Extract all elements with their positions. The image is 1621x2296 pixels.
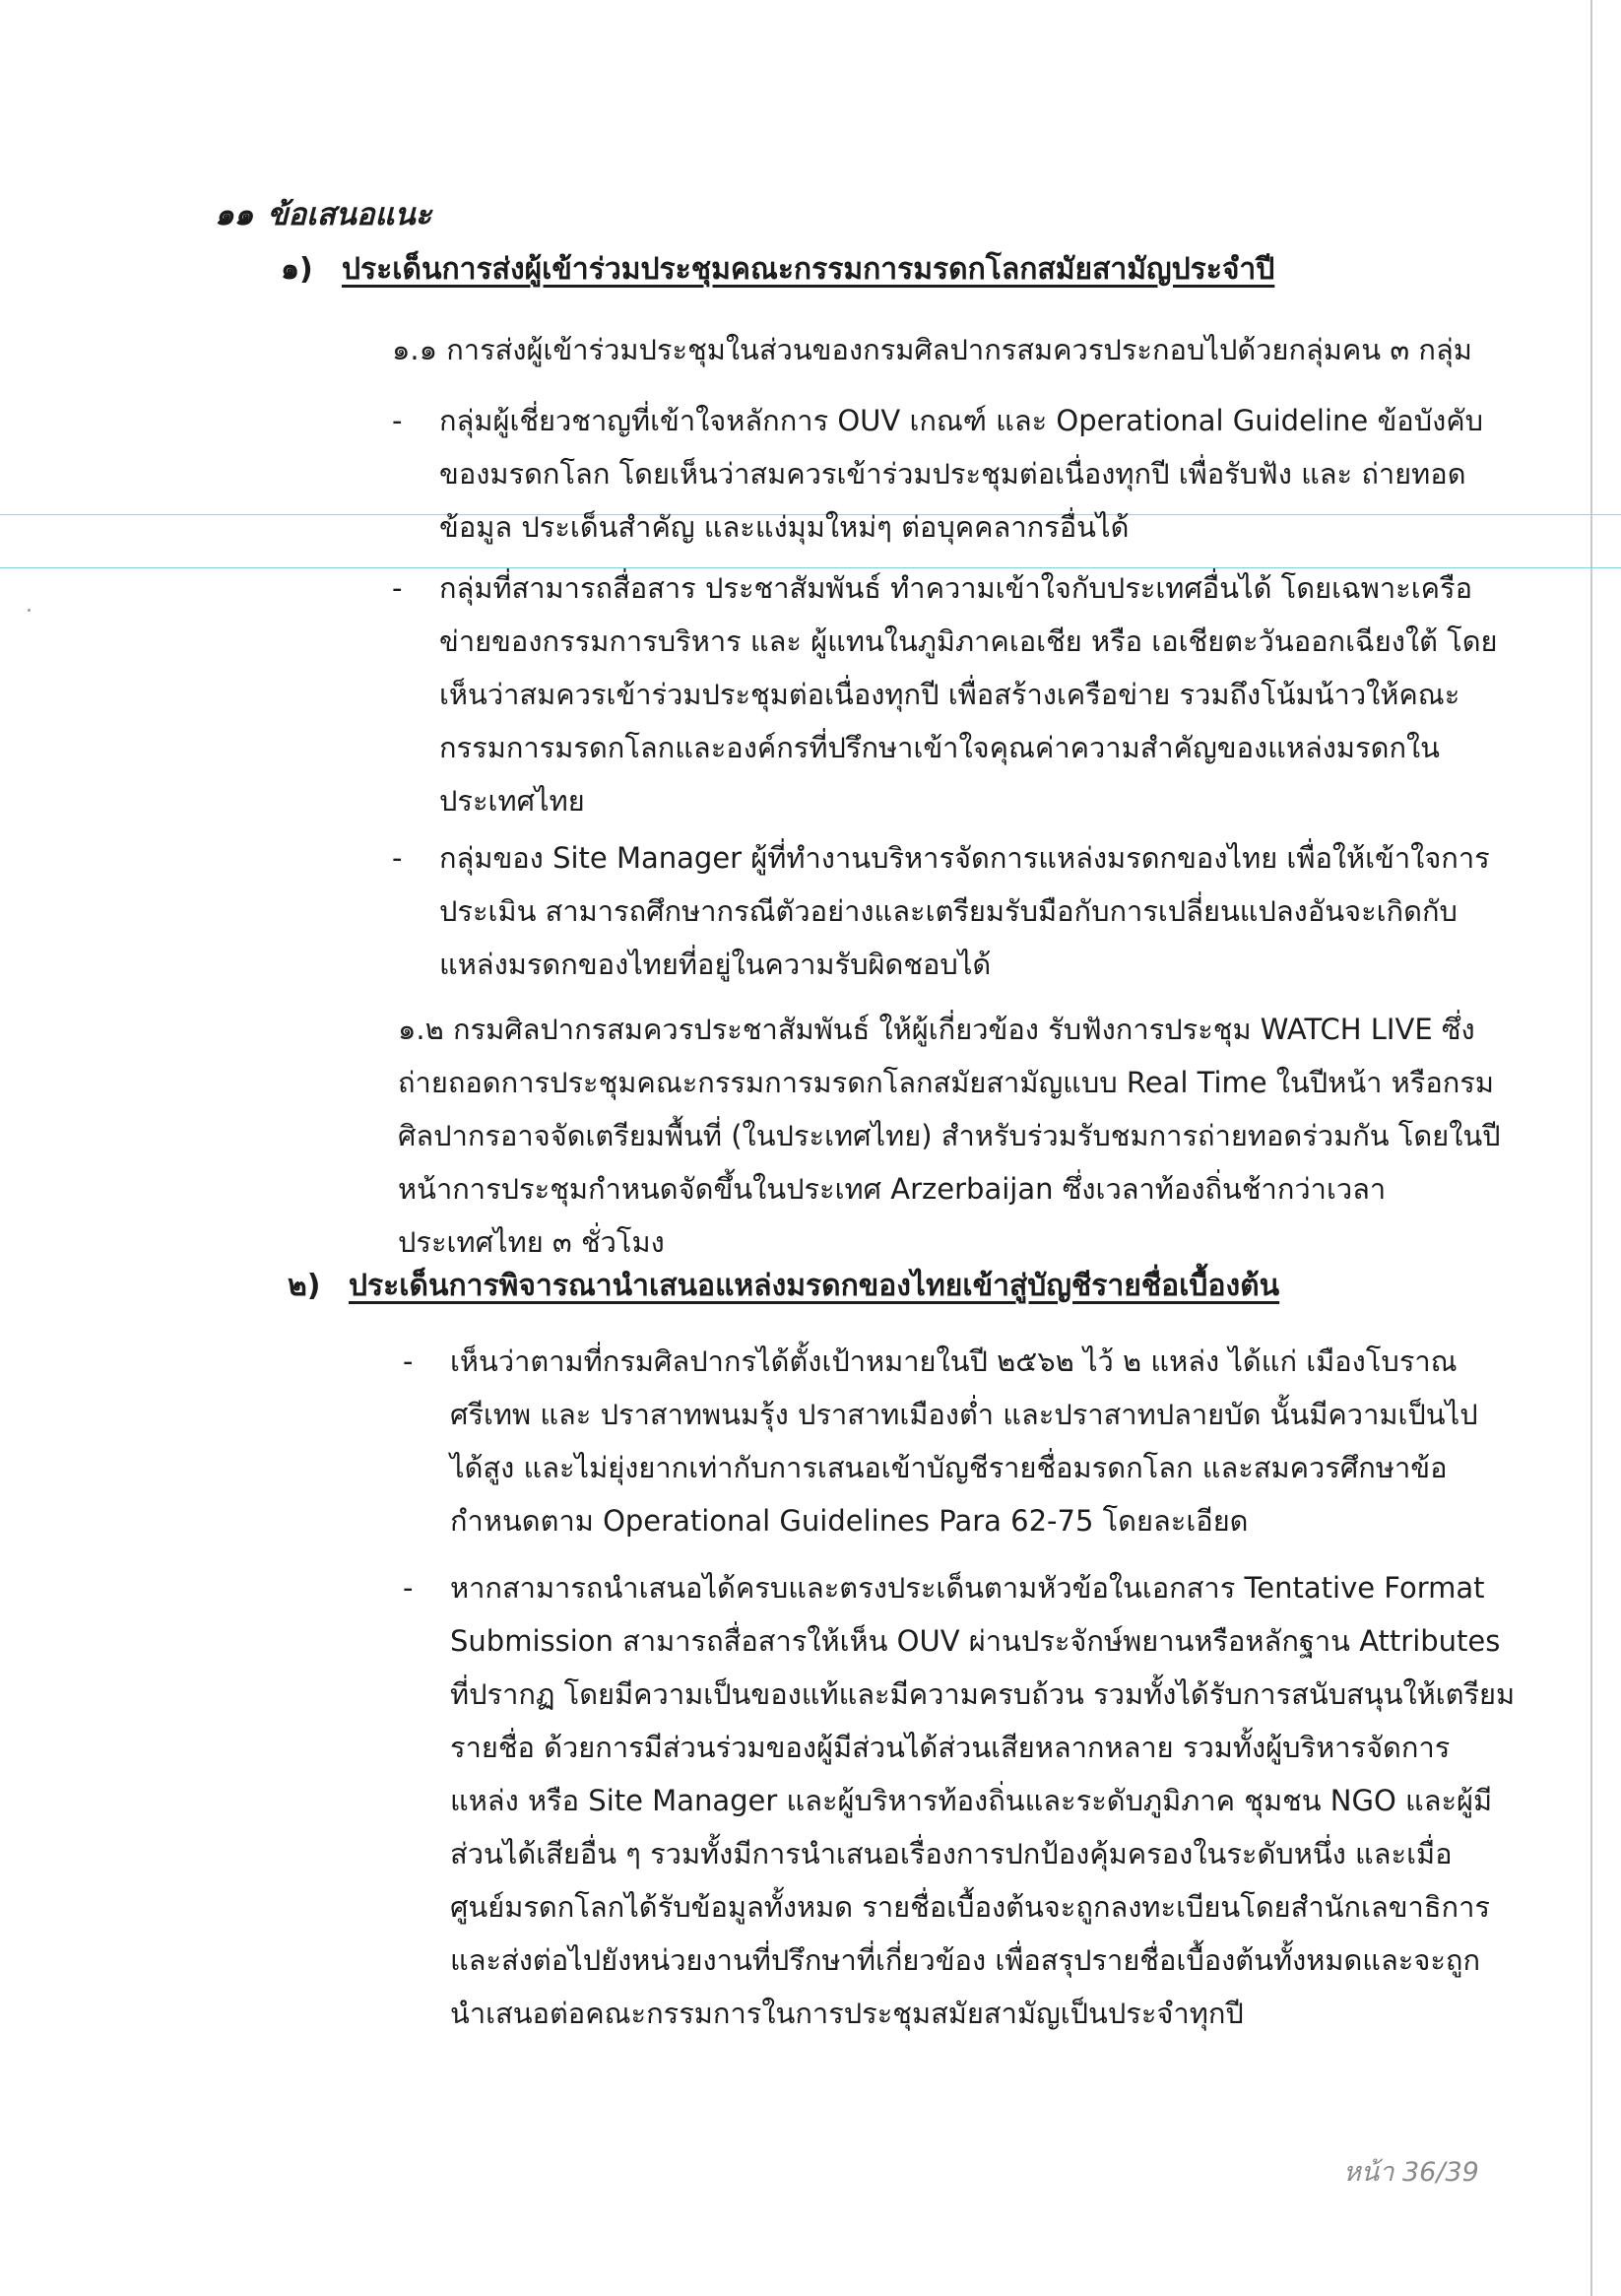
paragraph-line: ศิลปากรอาจจัดเตรียมพื้นที่ (ในประเทศไทย) สำหรับร่วมรับชมการถ่ายทอดร่วมกัน โดยในปี [398,1119,1501,1152]
section-title: ประเด็นการพิจารณานำเสนอแหล่งมรดกของไทยเข้าสู่บัญชีรายชื่อเบื้องต้น [349,1269,1280,1303]
bullet-line: เห็นว่าตามที่กรมศิลปากรได้ตั้งเป้าหมายในปี ๒๕๖๒ ไว้ ๒ แหล่ง ได้แก่ เมืองโบราณ [450,1345,1458,1378]
bullet-dash: - [403,1571,414,1605]
bullet-dash: - [392,404,403,437]
bullet-line: ของมรดกโลก โดยเห็นว่าสมควรเข้าร่วมประชุมต่อเนื่องทุกปี เพื่อรับฟัง และ ถ่ายทอด [439,457,1466,491]
bullet-line: กำหนดตาม Operational Guidelines Para 62-75 โดยละเอียด [450,1504,1249,1538]
paragraph-line: ถ่ายถอดการประชุมคณะกรรมการมรดกโลกสมัยสามัญแบบ Real Time ในปีหน้า หรือกรม [398,1066,1495,1099]
bullet-dash: - [403,1345,414,1378]
bullet-line: ประเทศไทย [439,784,585,818]
page-edge-line [1590,0,1592,2296]
bullet-line: ส่วนได้เสียอื่น ๆ รวมทั้งมีการนำเสนอเรื่องการปกป้องคุ้มครองในระดับหนึ่ง และเมื่อ [450,1837,1453,1870]
bullet-line: แหล่งมรดกของไทยที่อยู่ในความรับผิดชอบได้ [439,948,992,981]
section-title: ประเด็นการส่งผู้เข้าร่วมประชุมคณะกรรมการมรดกโลกสมัยสามัญประจำปี [342,252,1275,287]
section-number: ๑) [281,252,313,287]
bullet-dash: - [392,841,403,875]
bullet-line: ได้สูง และไม่ยุ่งยากเท่ากับการเสนอเข้าบัญชีรายชื่อมรดกโลก และสมควรศึกษาข้อ [450,1451,1448,1484]
heading-number: ๑๑ [215,197,254,232]
section-number: ๒) [288,1269,321,1303]
scan-speck [28,609,31,612]
bullet-line: กลุ่มผู้เชี่ยวชาญที่เข้าใจหลักการ OUV เกณฑ์ และ Operational Guideline ข้อบังคับ [439,404,1484,437]
bullet-line: ข้อมูล ประเด็นสำคัญ และแง่มุมใหม่ๆ ต่อบุคคลากรอื่นได้ [439,510,1130,544]
bullet-line: นำเสนอต่อคณะกรรมการในการประชุมสมัยสามัญเป็นประจำทุกปี [450,1997,1244,2030]
page-number: หน้า 36/39 [1343,2157,1479,2188]
bullet-line: แหล่ง หรือ Site Manager และผู้บริหารท้องถิ่นและระดับภูมิภาค ชุมชน NGO และผู้มี [450,1784,1493,1817]
bullet-dash: - [392,571,403,605]
bullet-line: ศรีเทพ และ ปราสาทพนมรุ้ง ปราสาทเมืองต่ำ และปราสาทปลายบัด นั้นมีความเป็นไป [450,1398,1478,1431]
paragraph-line: หน้าการประชุมกำหนดจัดขึ้นในประเทศ Arzerbaijan ซึ่งเวลาท้องถิ่นช้ากว่าเวลา [398,1172,1387,1206]
bullet-line: ที่ปรากฏ โดยมีความเป็นของแท้และมีความครบถ้วน รวมทั้งได้รับการสนับสนุนให้เตรียม [450,1677,1516,1711]
bullet-line: กลุ่มของ Site Manager ผู้ที่ทำงานบริหารจัดการแหล่งมรดกของไทย เพื่อให้เข้าใจการ [439,841,1490,875]
bullet-line: และส่งต่อไปยังหน่วยงานที่ปรึกษาที่เกี่ยวข้อง เพื่อสรุปรายชื่อเบื้องต้นทั้งหมดและจะถูก [450,1943,1481,1977]
section-heading [215,189,431,238]
bullet-line: กรรมการมรดกโลกและองค์กรที่ปรึกษาเข้าใจคุณค่าความสำคัญของแหล่งมรดกใน [439,731,1440,764]
heading-title: ข้อเสนอแนะ [267,197,432,232]
bullet-line: กลุ่มที่สามารถสื่อสาร ประชาสัมพันธ์ ทำความเข้าใจกับประเทศอื่นได้ โดยเฉพาะเครือ [439,571,1473,605]
bullet-line: รายชื่อ ด้วยการมีส่วนร่วมของผู้มีส่วนได้ส่วนเสียหลากหลาย รวมทั้งผู้บริหารจัดการ [450,1731,1451,1764]
section-1-title [281,246,1274,293]
paragraph-1-2 [398,1003,1501,1269]
bullet-line: หากสามารถนำเสนอได้ครบและตรงประเด็นตามหัวข้อในเอกสาร Tentative Format [450,1571,1485,1605]
bullet-line: เห็นว่าสมควรเข้าร่วมประชุมต่อเนื่องทุกปี เพื่อสร้างเครือข่าย รวมถึงโน้มน้าวให้คณะ [439,678,1460,711]
paragraph-line: ประเทศไทย ๓ ชั่วโมง [398,1225,665,1259]
section-2-title [288,1263,1279,1309]
bullet-line: ศูนย์มรดกโลกได้รับข้อมูลทั้งหมด รายชื่อเบื้องต้นจะถูกลงทะเบียนโดยสำนักเลขาธิการ [450,1890,1490,1924]
bullet-line: ข่ายของกรรมการบริหาร และ ผู้แทนในภูมิภาคเอเชีย หรือ เอเชียตะวันออกเฉียงใต้ โดย [439,624,1498,658]
paragraph-line: ๑.๒ กรมศิลปากรสมควรประชาสัมพันธ์ ให้ผู้เกี่ยวข้อง รับฟังการประชุม WATCH LIVE ซึ่ง [398,1013,1475,1046]
bullet-line: ประเมิน สามารถศึกษากรณีตัวอย่างและเตรียมรับมือกับการเปลี่ยนแปลงอันจะเกิดกับ [439,894,1458,928]
bullet-line: Submission สามารถสื่อสารให้เห็น OUV ผ่านประจักษ์พยานหรือหลักฐาน Attributes [450,1624,1501,1658]
paragraph-1-1: ๑.๑ การส่งผู้เข้าร่วมประชุมในส่วนของกรมศิลปากรสมควรประกอบไปด้วยกลุ่มคน ๓ กลุ่ม [392,333,1472,366]
